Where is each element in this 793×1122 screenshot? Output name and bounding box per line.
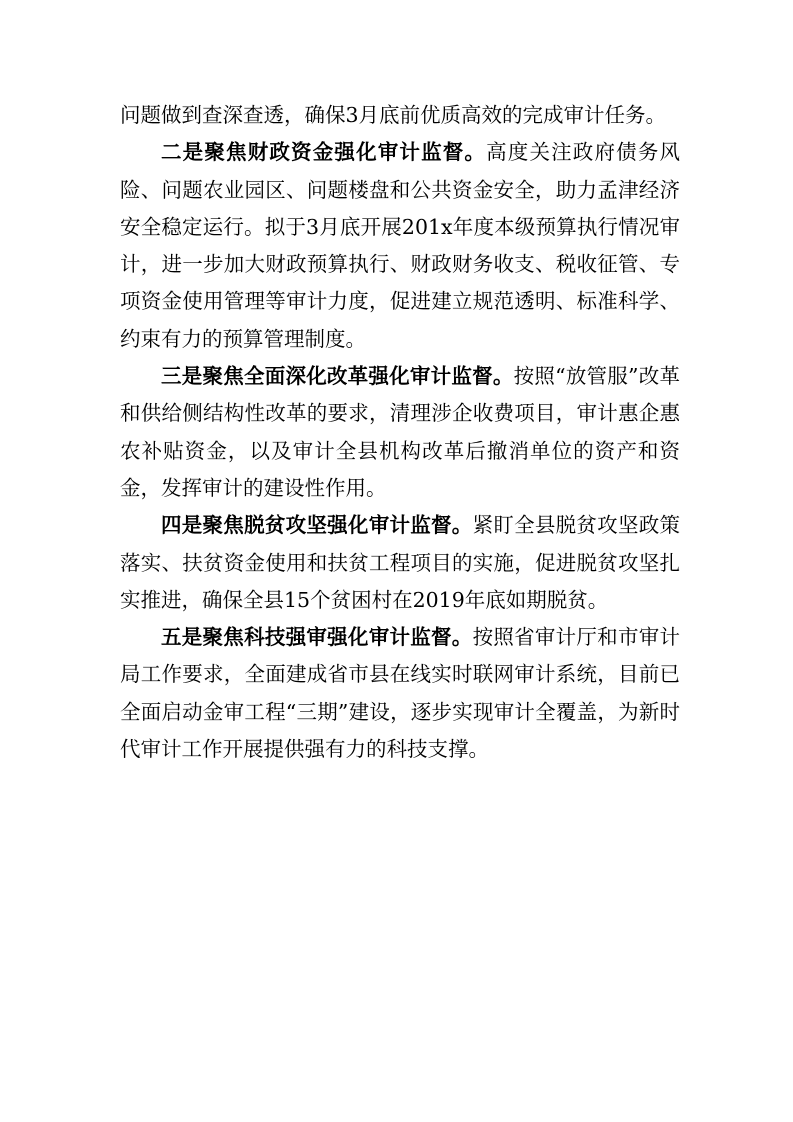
- paragraph-fiscal-funds: [120, 134, 680, 358]
- paragraph-poverty-alleviation: [120, 507, 680, 619]
- paragraph-body: 按照“放管服”改革和供给侧结构性改革的要求，清理涉企收费项目，审计惠企惠农补贴资金，以及审计全县机构改革后撤消单位的资产和资金，发挥审计的建设性作用。: [120, 364, 680, 500]
- paragraph-heading: 二是聚焦财政资金强化审计监督。: [161, 140, 487, 165]
- paragraph-reform: [120, 358, 680, 507]
- document-page: [120, 97, 680, 768]
- paragraph-heading: 四是聚焦脱贫攻坚强化审计监督。: [161, 513, 473, 538]
- paragraph-body: 问题做到查深查透，确保3月底前优质高效的完成审计任务。: [120, 103, 667, 127]
- paragraph-continuation: [120, 97, 680, 134]
- paragraph-heading: 三是聚焦全面深化改革强化审计监督。: [161, 364, 514, 389]
- paragraph-heading: 五是聚焦科技强审强化审计监督。: [161, 625, 473, 650]
- paragraph-body: 高度关注政府债务风险、问题农业园区、问题楼盘和公共资金安全，助力孟津经济安全稳定运行。拟于3月底开展201x年度本级预算执行情况审计，进一步加大财政预算执行、财政财务收支、税收征管、专项资金使用管理等审计力度，促进建立规范透明、标准科学、约束有力的预算管理制度。: [120, 140, 681, 351]
- paragraph-technology: [120, 619, 680, 768]
- paragraph-body: 按照省审计厅和市审计局工作要求，全面建成省市县在线实时联网审计系统，目前已全面启动金审工程“三期”建设，逐步实现审计全覆盖，为新时代审计工作开展提供强有力的科技支撑。: [120, 625, 680, 762]
- paragraph-body: 紧盯全县脱贫攻坚政策落实、扶贫资金使用和扶贫工程项目的实施，促进脱贫攻坚扎实推进，确保全县15个贫困村在2019年底如期脱贫。: [120, 513, 680, 612]
